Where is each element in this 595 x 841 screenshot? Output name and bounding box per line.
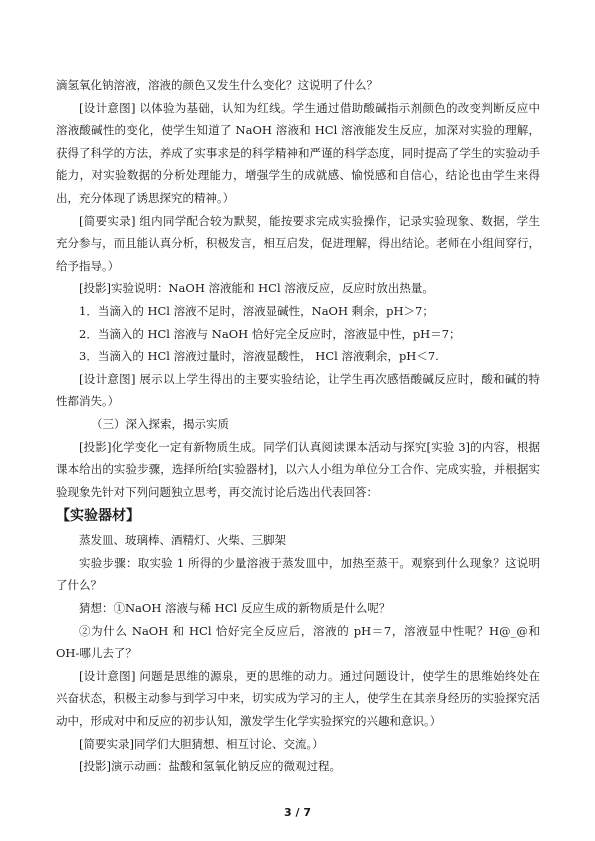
paragraph-brief-record-2: [简要实录]同学们大胆猜想、相互讨论、交流。） — [79, 736, 324, 751]
paragraph-question-end: 滴氢氧化钠溶液，溶液的颜色又发生什么变化？这说明了什么？ — [56, 78, 378, 92]
paragraph-design-intent-1: [设计意图] 以体验为基础，认知为红线。学生通过借助酸碱指示剂颜色的改变判断反应中溶液酸碱性的变化，使学生知道了 NaOH 溶液和 HCl 溶液能发生反应，加深对实验的理解，获得了科学的方法，养成了实事求是的科学精神和严谨的科学态度，同时提高了学生的实验动手能力，对实验数据的分析处理能力，增强学生的成就感、愉悦感和自信心，结论也由学生来得出，充分体现了诱思探究的精神。） — [56, 100, 540, 205]
paragraph-design-intent-3: [设计意图] 问题是思维的源泉，更的思维的动力。通过问题设计，使学生的思维始终处在兴奋状态，积极主动参与到学习中来，切实成为学习的主人，使学生在其亲身经历的实验探究活动中，形成对中和反应的初步认知，激发学生化学实验探究的兴趣和意识。） — [56, 668, 540, 729]
list-item-3: 3．当滴入的 HCl 溶液过量时，溶液显酸性， HCl 溶液剩余，pH＜7. — [79, 349, 439, 364]
page-number: 3 / 7 — [284, 806, 311, 819]
paragraph-hypothesis-1: 猜想：①NaOH 溶液与稀 HCl 反应生成的新物质是什么呢？ — [79, 601, 391, 616]
paragraph-experiment-steps: 实验步骤：取实验 1 所得的少量溶液于蒸发皿中，加热至蒸干。观察到什么现象？这说明了什么？ — [56, 555, 540, 593]
list-item-2: 2．当滴入的 HCl 溶液与 NaOH 恰好完全反应时，溶液显中性，pH＝7； — [79, 326, 461, 341]
list-item-1: 1．当滴入的 HCl 溶液不足时，溶液显碱性，NaOH 剩余，pH＞7； — [79, 303, 434, 318]
paragraph-design-intent-2: [设计意图] 展示以上学生得出的主要实验结论，让学生再次感悟酸碱反应时，酸和碱的特性都消失。） — [56, 371, 540, 409]
paragraph-projection-2: [投影]化学变化一定有新物质生成。同学们认真阅读课本活动与探究[实验 3]的内容，根据课本给出的实验步骤，选择所给[实验器材]，以六人小组为单位分工合作、完成实验，并根据实验现象先针对下列问题独立思考，再交流讨论后选出代表回答： — [56, 439, 540, 499]
paragraph-brief-record-1: [简要实录] 组内同学配合较为默契，能按要求完成实验操作，记录实验现象、数据，学生充分参与，而且能认真分析，积极发言，相互启发，促进理解，得出结论。老师在小组间穿行，给予指导。） — [56, 213, 540, 273]
paragraph-projection-1: [投影]实验说明：NaOH 溶液能和 HCl 溶液反应，反应时放出热量。 — [79, 281, 434, 296]
page-body — [56, 74, 540, 778]
paragraph-hypothesis-2: ②为什么 NaOH 和 HCl 恰好完全反应后，溶液的 pH＝7，溶液显中性呢？H@_@和 OH-哪儿去了？ — [56, 623, 540, 661]
section-subheading: （三）深入探索，揭示实质 — [91, 416, 229, 431]
paragraph-equipment-list: 蒸发皿、玻璃棒、酒精灯、火柴、三脚架 — [79, 533, 286, 548]
section-heading-equipment: 【实验器材】 — [56, 508, 140, 525]
paragraph-projection-3: [投影]演示动画：盐酸和氢氧化钠反应的微观过程。 — [79, 759, 341, 774]
